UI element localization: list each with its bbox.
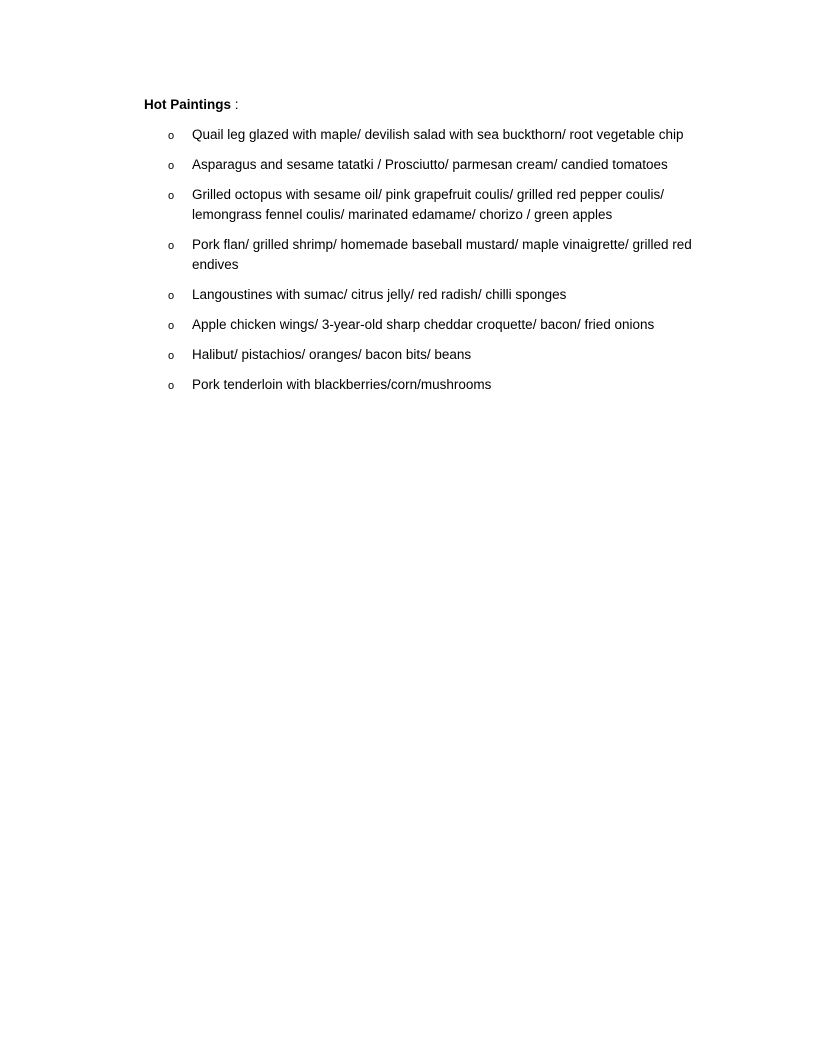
bullet-icon: o <box>168 130 175 142</box>
bullet-icon: o <box>168 160 175 172</box>
list-item-text: Quail leg glazed with maple/ devilish salad with sea buckthorn/ root vegetable chip <box>192 127 684 142</box>
section-heading-suffix: : <box>231 97 239 112</box>
list-item <box>144 345 724 365</box>
list-item <box>144 285 724 305</box>
list-item-text: Pork flan/ grilled shrimp/ homemade baseball mustard/ maple vinaigrette/ grilled red endives <box>192 237 692 272</box>
list-item <box>144 185 724 225</box>
section-heading <box>144 95 724 115</box>
list-item-text: Halibut/ pistachios/ oranges/ bacon bits/ beans <box>192 347 472 362</box>
list-item <box>144 155 724 175</box>
list-item <box>144 375 724 395</box>
menu-list <box>144 125 724 395</box>
list-item <box>144 235 724 275</box>
list-item-text: Apple chicken wings/ 3-year-old sharp cheddar croquette/ bacon/ fried onions <box>192 317 655 332</box>
bullet-icon: o <box>168 380 175 392</box>
bullet-icon: o <box>168 290 175 302</box>
document-content <box>144 95 724 405</box>
list-item-text: Langoustines with sumac/ citrus jelly/ red radish/ chilli sponges <box>192 287 567 302</box>
list-item <box>144 125 724 145</box>
list-item-text: Pork tenderloin with blackberries/corn/mushrooms <box>192 377 492 392</box>
list-item-text: Asparagus and sesame tatatki / Prosciutto/ parmesan cream/ candied tomatoes <box>192 157 668 172</box>
bullet-icon: o <box>168 190 175 202</box>
list-item <box>144 315 724 335</box>
section-heading-label: Hot Paintings <box>144 97 231 112</box>
bullet-icon: o <box>168 350 175 362</box>
list-item-text: Grilled octopus with sesame oil/ pink grapefruit coulis/ grilled red pepper coulis/ lemongrass fennel coulis/ marinated edamame/ chorizo / green apples <box>192 187 664 222</box>
bullet-icon: o <box>168 320 175 332</box>
bullet-icon: o <box>168 240 175 252</box>
